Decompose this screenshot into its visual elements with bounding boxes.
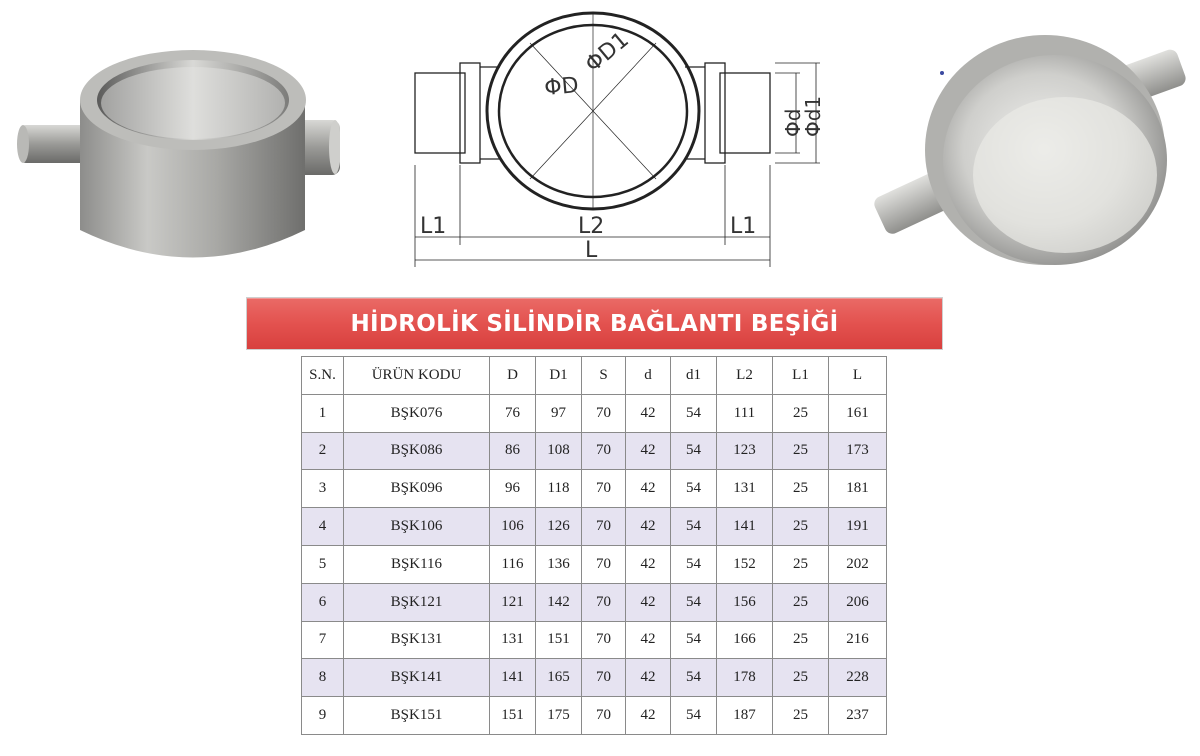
- table-cell: BŞK116: [344, 545, 490, 583]
- label-d1-diameter: ΦD1: [580, 27, 634, 78]
- table-cell: 54: [671, 394, 717, 432]
- table-cell: 111: [717, 394, 773, 432]
- table-cell: 25: [773, 583, 829, 621]
- table-cell: 70: [582, 583, 626, 621]
- table-cell: 5: [302, 545, 344, 583]
- table-cell: 25: [773, 659, 829, 697]
- table-cell: 70: [582, 697, 626, 735]
- label-d-diameter: ΦD: [543, 73, 580, 101]
- cradle-angled-illustration: [870, 25, 1190, 270]
- table-cell: 108: [536, 432, 582, 470]
- dimension-diagram: [400, 5, 830, 270]
- table-cell: 25: [773, 697, 829, 735]
- table-cell: BŞK086: [344, 432, 490, 470]
- table-cell: 70: [582, 621, 626, 659]
- table-cell: BŞK131: [344, 621, 490, 659]
- table-cell: 152: [717, 545, 773, 583]
- table-cell: 54: [671, 697, 717, 735]
- table-cell: 228: [829, 659, 887, 697]
- column-header: S.N.: [302, 357, 344, 395]
- table-cell: 151: [536, 621, 582, 659]
- table-row: [302, 394, 887, 432]
- table-cell: 161: [829, 394, 887, 432]
- table-row: [302, 583, 887, 621]
- table-cell: 6: [302, 583, 344, 621]
- table-row: [302, 621, 887, 659]
- table-cell: 54: [671, 545, 717, 583]
- table-cell: 54: [671, 432, 717, 470]
- table-row: [302, 659, 887, 697]
- table-body: [302, 394, 887, 734]
- table-cell: 54: [671, 508, 717, 546]
- cradle-front-illustration: [15, 45, 340, 275]
- table-cell: 96: [490, 470, 536, 508]
- table-cell: 118: [536, 470, 582, 508]
- table-cell: 25: [773, 508, 829, 546]
- table-cell: BŞK121: [344, 583, 490, 621]
- table-cell: 42: [626, 432, 671, 470]
- table-cell: 121: [490, 583, 536, 621]
- column-header: d1: [671, 357, 717, 395]
- table-cell: 70: [582, 545, 626, 583]
- table-cell: 76: [490, 394, 536, 432]
- table-cell: 178: [717, 659, 773, 697]
- table-cell: 7: [302, 621, 344, 659]
- table-cell: 42: [626, 508, 671, 546]
- table-row: [302, 508, 887, 546]
- table-cell: 106: [490, 508, 536, 546]
- label-l-total: L: [585, 238, 598, 263]
- table-cell: 165: [536, 659, 582, 697]
- table-cell: 126: [536, 508, 582, 546]
- table-cell: BŞK141: [344, 659, 490, 697]
- spec-table: [301, 356, 887, 735]
- table-cell: 123: [717, 432, 773, 470]
- table-header: [302, 357, 887, 395]
- table-cell: 42: [626, 545, 671, 583]
- table-cell: 70: [582, 508, 626, 546]
- table-cell: 4: [302, 508, 344, 546]
- table-cell: 166: [717, 621, 773, 659]
- table-cell: 191: [829, 508, 887, 546]
- label-l2: L2: [578, 214, 605, 239]
- table-cell: 175: [536, 697, 582, 735]
- label-small-d1: Φd1: [801, 95, 825, 137]
- table-cell: 173: [829, 432, 887, 470]
- table-cell: 86: [490, 432, 536, 470]
- table-cell: BŞK096: [344, 470, 490, 508]
- table-row: [302, 470, 887, 508]
- technical-drawing: [400, 5, 830, 270]
- table-cell: 54: [671, 621, 717, 659]
- table-row: [302, 432, 887, 470]
- table-cell: 187: [717, 697, 773, 735]
- table-cell: 42: [626, 583, 671, 621]
- table-cell: 42: [626, 659, 671, 697]
- product-photo-angled: [870, 25, 1190, 270]
- table-cell: 237: [829, 697, 887, 735]
- table-cell: 156: [717, 583, 773, 621]
- table-cell: 131: [717, 470, 773, 508]
- table-cell: 70: [582, 659, 626, 697]
- table-cell: 42: [626, 621, 671, 659]
- table-row: [302, 697, 887, 735]
- column-header: D1: [536, 357, 582, 395]
- table-cell: 25: [773, 432, 829, 470]
- table-cell: 206: [829, 583, 887, 621]
- column-header: L: [829, 357, 887, 395]
- table-cell: 8: [302, 659, 344, 697]
- table-cell: 54: [671, 659, 717, 697]
- column-header: ÜRÜN KODU: [344, 357, 490, 395]
- table-cell: 151: [490, 697, 536, 735]
- column-header: S: [582, 357, 626, 395]
- label-l1-right: L1: [730, 214, 757, 239]
- page-title: HİDROLİK SİLİNDİR BAĞLANTI BEŞİĞİ: [350, 310, 839, 337]
- table-cell: 136: [536, 545, 582, 583]
- table-cell: 141: [490, 659, 536, 697]
- table-cell: 142: [536, 583, 582, 621]
- table-cell: 216: [829, 621, 887, 659]
- table-cell: 116: [490, 545, 536, 583]
- table-cell: 54: [671, 583, 717, 621]
- table-cell: 202: [829, 545, 887, 583]
- table-cell: 25: [773, 545, 829, 583]
- table-cell: 42: [626, 470, 671, 508]
- column-header: D: [490, 357, 536, 395]
- table-row: [302, 545, 887, 583]
- table-cell: 25: [773, 394, 829, 432]
- column-header: L2: [717, 357, 773, 395]
- table-cell: 141: [717, 508, 773, 546]
- table-cell: 3: [302, 470, 344, 508]
- table-cell: 181: [829, 470, 887, 508]
- table-cell: 54: [671, 470, 717, 508]
- table-cell: 97: [536, 394, 582, 432]
- header-row: [302, 357, 887, 395]
- column-header: d: [626, 357, 671, 395]
- table-cell: BŞK151: [344, 697, 490, 735]
- table-cell: BŞK076: [344, 394, 490, 432]
- table-cell: 42: [626, 697, 671, 735]
- table-cell: 70: [582, 432, 626, 470]
- table-cell: 131: [490, 621, 536, 659]
- table-cell: 70: [582, 470, 626, 508]
- table-cell: 9: [302, 697, 344, 735]
- product-photo-front: [15, 45, 340, 275]
- column-header: L1: [773, 357, 829, 395]
- table-cell: BŞK106: [344, 508, 490, 546]
- table-cell: 1: [302, 394, 344, 432]
- table-cell: 42: [626, 394, 671, 432]
- label-small-d: Φd: [781, 108, 805, 137]
- title-banner: [246, 297, 943, 350]
- table-cell: 2: [302, 432, 344, 470]
- table-cell: 25: [773, 470, 829, 508]
- table-cell: 70: [582, 394, 626, 432]
- table-cell: 25: [773, 621, 829, 659]
- label-l1-left: L1: [420, 214, 447, 239]
